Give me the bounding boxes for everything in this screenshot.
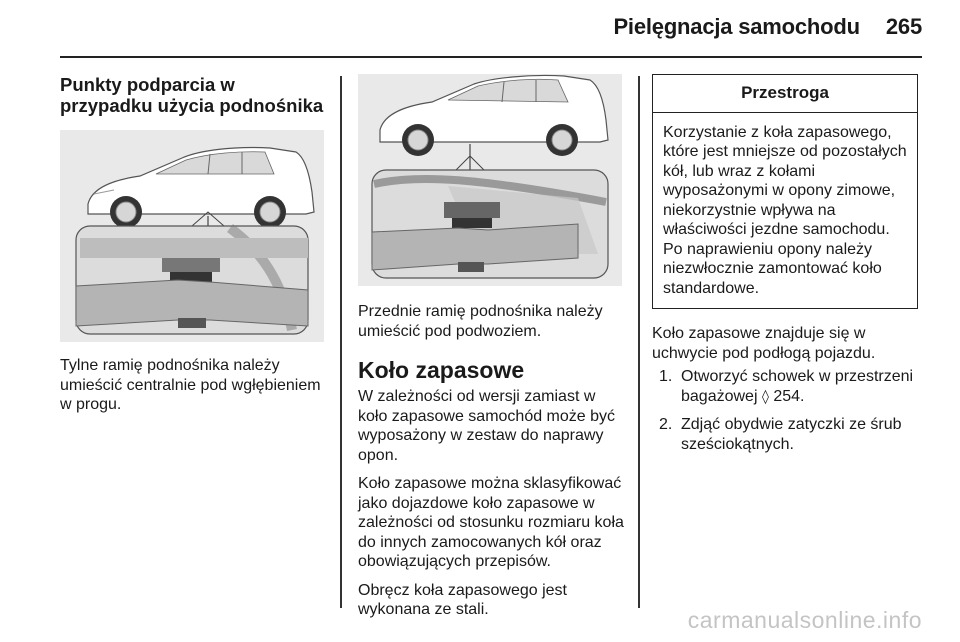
step-text: Zdjąć obydwie zatyczki ze śrub sześciokątnych. [681,416,902,453]
step-number: 1. [659,368,673,385]
spare-wheel-location: Koło zapasowe znajduje się w uchwycie pod podłogą pojazdu. [652,325,876,362]
warning-text: Korzystanie z koła zapasowego, które jest mniejsze od pozostałych kół, lub wraz z kołami wyposażonymi w opony zimowe, niekorzystnie wpływa na właściwości jezdne samochodu. Po naprawieniu opony należy niezwłocznie zamontować koło standardowe. [663,123,907,297]
jacking-points-heading: Punkty podparcia w przypadku użycia podnośnika [60,74,324,116]
spare-wheel-paragraph: Koło zapasowe można sklasyfikować jako dojazdowe koło zapasowe w zależności od stosunku rozmiaru koła do innych zamocowanych kół oraz obowiązujących przepisów. [358,475,624,570]
header-rule [60,56,922,58]
front-jack-caption: Przednie ramię podnośnika należy umieścić pod podwoziem. [358,303,603,340]
rear-jack-figure [60,130,324,342]
warning-box [652,74,918,309]
front-jack-figure [358,74,622,286]
watermark: carmanualsonline.info [687,607,922,633]
column-3 [652,74,918,462]
step-number: 2. [659,416,673,433]
page-reference-number[interactable]: 254. [768,387,805,405]
column-1 [60,74,325,424]
list-item [652,415,918,454]
front-jack-illustration [358,74,622,286]
header-title: Pielęgnacja samochodu [613,14,860,39]
page-header [613,14,922,40]
list-item [652,367,918,407]
rear-jack-caption: Tylne ramię podnośnika należy umieścić centralnie pod wgłębieniem w progu. [60,357,321,413]
spare-wheel-paragraph: W zależności od wersji zamiast w koło zapasowe samochód może być wyposażony w zestaw do naprawy opon. [358,388,616,464]
page-number: 265 [885,14,922,39]
column-divider-2 [638,76,640,608]
column-divider-1 [340,76,342,608]
rear-jack-illustration [60,130,324,342]
spare-wheel-title: Koło zapasowe [358,357,525,383]
page-reference-icon[interactable]: ◊ [761,388,769,405]
step-text: Otworzyć schowek w przestrzeni bagażowej [681,368,914,405]
steps-list [652,367,918,454]
column-2 [358,74,626,629]
warning-title: Przestroga [653,75,917,113]
spare-wheel-paragraph: Obręcz koła zapasowego jest wykonana ze stali. [358,581,567,618]
